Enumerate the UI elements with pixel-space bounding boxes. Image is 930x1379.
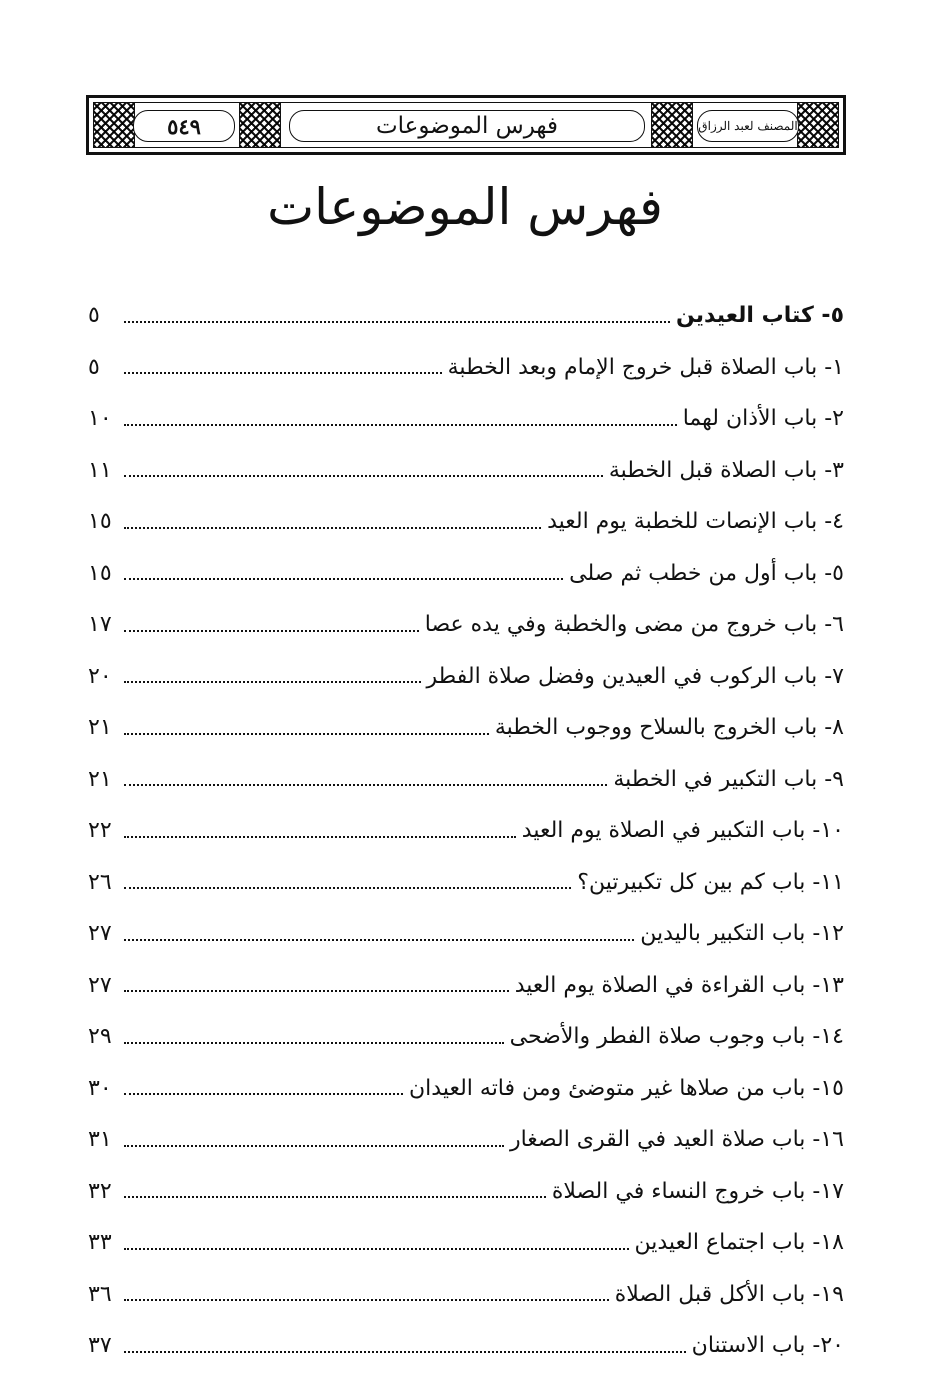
dot-leader bbox=[124, 630, 419, 632]
toc-page-number: ٣١ bbox=[88, 1127, 112, 1153]
dot-leader bbox=[124, 1145, 504, 1147]
toc-row[interactable] bbox=[88, 1166, 844, 1218]
toc-page-number: ٢٢ bbox=[88, 818, 112, 844]
toc-entry-label: ٢٠- باب الاستنان bbox=[691, 1333, 844, 1359]
toc-entry-label: ٢- باب الأذان لهما bbox=[682, 406, 844, 432]
toc-entry-label: ٣- باب الصلاة قبل الخطبة bbox=[608, 457, 844, 483]
toc-row[interactable] bbox=[88, 908, 844, 960]
toc-row[interactable] bbox=[88, 496, 844, 548]
dot-leader bbox=[124, 1351, 686, 1353]
dot-leader bbox=[124, 372, 442, 374]
toc-page-number: ٢٧ bbox=[88, 921, 112, 947]
dot-leader bbox=[124, 1248, 629, 1250]
dot-leader bbox=[124, 939, 634, 941]
table-of-contents bbox=[88, 290, 844, 1372]
toc-row[interactable] bbox=[88, 1320, 844, 1372]
toc-row[interactable] bbox=[88, 599, 844, 651]
toc-entry-label: ١٩- باب الأكل قبل الصلاة bbox=[614, 1281, 844, 1307]
toc-entry-label: ٩- باب التكبير في الخطبة bbox=[613, 766, 844, 792]
toc-entry-label: ١٢- باب التكبير باليدين bbox=[640, 921, 844, 947]
toc-row[interactable] bbox=[88, 1114, 844, 1166]
dot-leader bbox=[124, 990, 509, 992]
dot-leader bbox=[124, 1299, 609, 1301]
toc-page-number: ٣٢ bbox=[88, 1178, 112, 1204]
toc-page-number: ٥ bbox=[88, 303, 100, 329]
toc-row[interactable] bbox=[88, 445, 844, 497]
dot-leader bbox=[124, 1196, 546, 1198]
toc-row[interactable] bbox=[88, 1011, 844, 1063]
toc-page-number: ٢٩ bbox=[88, 1024, 112, 1050]
ornament-block bbox=[93, 102, 135, 148]
toc-page-number: ٢١ bbox=[88, 715, 112, 741]
toc-page-number: ٣٣ bbox=[88, 1230, 112, 1256]
ornament-block bbox=[797, 102, 839, 148]
dot-leader bbox=[124, 578, 563, 580]
header-title: فهرس الموضوعات bbox=[289, 110, 645, 142]
toc-row[interactable] bbox=[88, 960, 844, 1012]
toc-entry-label: ١٧- باب خروج النساء في الصلاة bbox=[551, 1178, 844, 1204]
toc-entry-label: ١٣- باب القراءة في الصلاة يوم العيد bbox=[514, 972, 844, 998]
toc-entry-label: ٦- باب خروج من مضى والخطبة وفي يده عصا bbox=[424, 612, 844, 638]
toc-page-number: ١٥ bbox=[88, 560, 112, 586]
toc-row[interactable] bbox=[88, 651, 844, 703]
toc-entry-label: ٥- باب أول من خطب ثم صلى bbox=[569, 560, 844, 586]
toc-row[interactable] bbox=[88, 1217, 844, 1269]
toc-row[interactable] bbox=[88, 342, 844, 394]
toc-page-number: ٣٧ bbox=[88, 1333, 112, 1359]
ornament-block bbox=[651, 102, 693, 148]
dot-leader bbox=[124, 424, 677, 426]
toc-page-number: ٢٠ bbox=[88, 663, 112, 689]
ornament-block bbox=[239, 102, 281, 148]
toc-page-number: ١١ bbox=[88, 457, 112, 483]
toc-chapter-row[interactable] bbox=[88, 290, 844, 342]
toc-row[interactable] bbox=[88, 857, 844, 909]
toc-row[interactable] bbox=[88, 393, 844, 445]
toc-entry-label: ١- باب الصلاة قبل خروج الإمام وبعد الخطبة bbox=[447, 354, 844, 380]
dot-leader bbox=[124, 681, 421, 683]
dot-leader bbox=[124, 321, 670, 323]
toc-page-number: ٣٦ bbox=[88, 1281, 112, 1307]
dot-leader bbox=[124, 784, 607, 786]
dot-leader bbox=[124, 1093, 403, 1095]
toc-entry-label: ١٥- باب من صلاها غير متوضئ ومن فاته العيدان bbox=[409, 1075, 844, 1101]
toc-row[interactable] bbox=[88, 1063, 844, 1115]
toc-page-number: ٢١ bbox=[88, 766, 112, 792]
page-number: ٥٤٩ bbox=[133, 110, 235, 142]
toc-page-number: ١٥ bbox=[88, 509, 112, 535]
page-title: فهرس الموضوعات bbox=[267, 178, 663, 236]
toc-page-number: ٢٧ bbox=[88, 972, 112, 998]
dot-leader bbox=[124, 887, 571, 889]
toc-page-number: ٥ bbox=[88, 354, 100, 380]
toc-entry-label: ١٦- باب صلاة العيد في القرى الصغار bbox=[509, 1127, 844, 1153]
book-logo: المصنف لعبد الرزاق bbox=[697, 110, 799, 142]
toc-entry-label: ١٤- باب وجوب صلاة الفطر والأضحى bbox=[509, 1024, 844, 1050]
toc-entry-label: ٤- باب الإنصات للخطبة يوم العيد bbox=[547, 509, 844, 535]
toc-entry-label: ٧- باب الركوب في العيدين وفضل صلاة الفطر bbox=[426, 663, 844, 689]
toc-row[interactable] bbox=[88, 1269, 844, 1321]
toc-page-number: ١٧ bbox=[88, 612, 112, 638]
dot-leader bbox=[124, 527, 541, 529]
toc-entry-label: ٥- كتاب العيدين bbox=[676, 303, 844, 329]
dot-leader bbox=[124, 733, 489, 735]
toc-entry-label: ٨- باب الخروج بالسلاح ووجوب الخطبة bbox=[494, 715, 844, 741]
dot-leader bbox=[124, 1042, 504, 1044]
toc-entry-label: ١٠- باب التكبير في الصلاة يوم العيد bbox=[521, 818, 844, 844]
toc-row[interactable] bbox=[88, 702, 844, 754]
toc-entry-label: ١١- باب كم بين كل تكبيرتين؟ bbox=[577, 869, 844, 895]
toc-page-number: ١٠ bbox=[88, 406, 112, 432]
toc-page-number: ٣٠ bbox=[88, 1075, 112, 1101]
toc-row[interactable] bbox=[88, 548, 844, 600]
dot-leader bbox=[124, 836, 516, 838]
toc-row[interactable] bbox=[88, 805, 844, 857]
toc-entry-label: ١٨- باب اجتماع العيدين bbox=[634, 1230, 844, 1256]
toc-row[interactable] bbox=[88, 754, 844, 806]
running-header bbox=[86, 95, 846, 155]
toc-page-number: ٢٦ bbox=[88, 869, 112, 895]
dot-leader bbox=[124, 475, 603, 477]
